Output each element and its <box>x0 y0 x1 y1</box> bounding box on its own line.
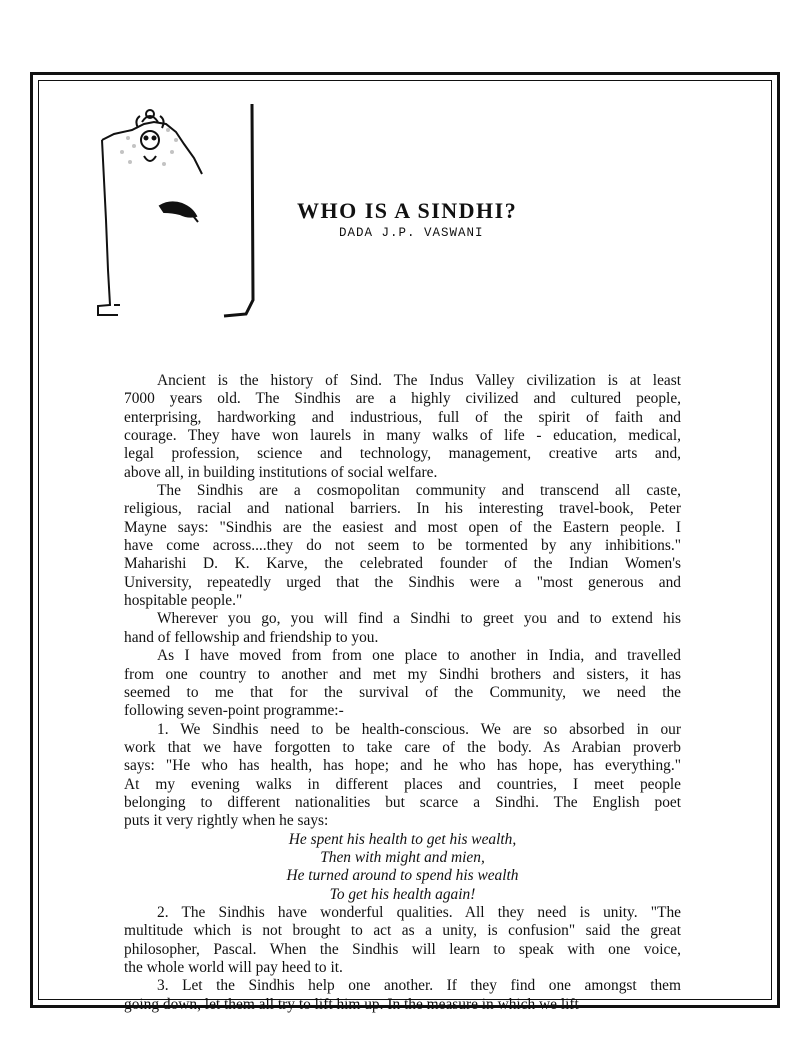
paragraph: 2. The Sindhis have wonderful qualities. All they need is unity. "The multitude which is not brought to act as a unity, is confusion" said the great philosopher, Pascal. When the Sindhis will learn to speak with one voice, the whole world will pay heed to it. <box>124 903 681 976</box>
article-body <box>124 372 681 1014</box>
paragraph: 3. Let the Sindhis help one another. If they find one amongst them going down, let them all try to lift him up. In the measure in which we lift <box>124 977 681 1013</box>
paragraph: 1. We Sindhis need to be health-conscious. We are so absorbed in our work that we have forgotten to take care of the body. As Arabian proverb says: "He who has health, has hope; and he who has hope, has everything." At my evening walks in different places and countries, I meet people belonging to different nationalities but scarce a Sindhi. The English poet puts it very rightly when he says: <box>124 720 681 830</box>
article-author: DADA J.P. VASWANI <box>339 226 484 240</box>
paragraph: As I have moved from from one place to another in India, and travelled from one country to another and met my Sindhi brothers and sisters, it has seemed to me that for the survival of the Community, we need the following seven-point programme:- <box>124 647 681 720</box>
article-title: WHO IS A SINDHI? <box>297 198 518 223</box>
paragraph: The Sindhis are a cosmopolitan community and transcend all caste, religious, racial and national barriers. In his interesting travel-book, Peter Mayne says: "Sindhis are the easiest and most open of the Eastern people. I have come across....they do not seem to be tormented by any inhibitions." Maharishi D. K. Karve, the celebrated founder of the Indian Women's University, repeatedly urged that the Sindhis were a "most generous and hospitable people." <box>124 482 681 610</box>
poem-line: To get his health again! <box>329 885 476 903</box>
sketch-illustration <box>84 100 264 330</box>
poem-line: He spent his health to get his wealth, <box>288 830 517 848</box>
poem-quote <box>124 831 681 904</box>
poem-line: Then with might and mien, <box>320 848 485 866</box>
poem-line: He turned around to spend his wealth <box>286 867 519 885</box>
paragraph: Wherever you go, you will find a Sindhi to greet you and to extend his hand of fellowship and friendship to you. <box>124 610 681 646</box>
paragraph: Ancient is the history of Sind. The Indus Valley civilization is at least 7000 years old. The Sindhis are a highly civilized and cultured people, enterprising, hardworking and industrious, full of the spirit of faith and courage. They have won laurels in many walks of life - education, medical, legal profession, science and technology, management, creative arts and, above all, in building institutions of social welfare. <box>124 372 681 481</box>
